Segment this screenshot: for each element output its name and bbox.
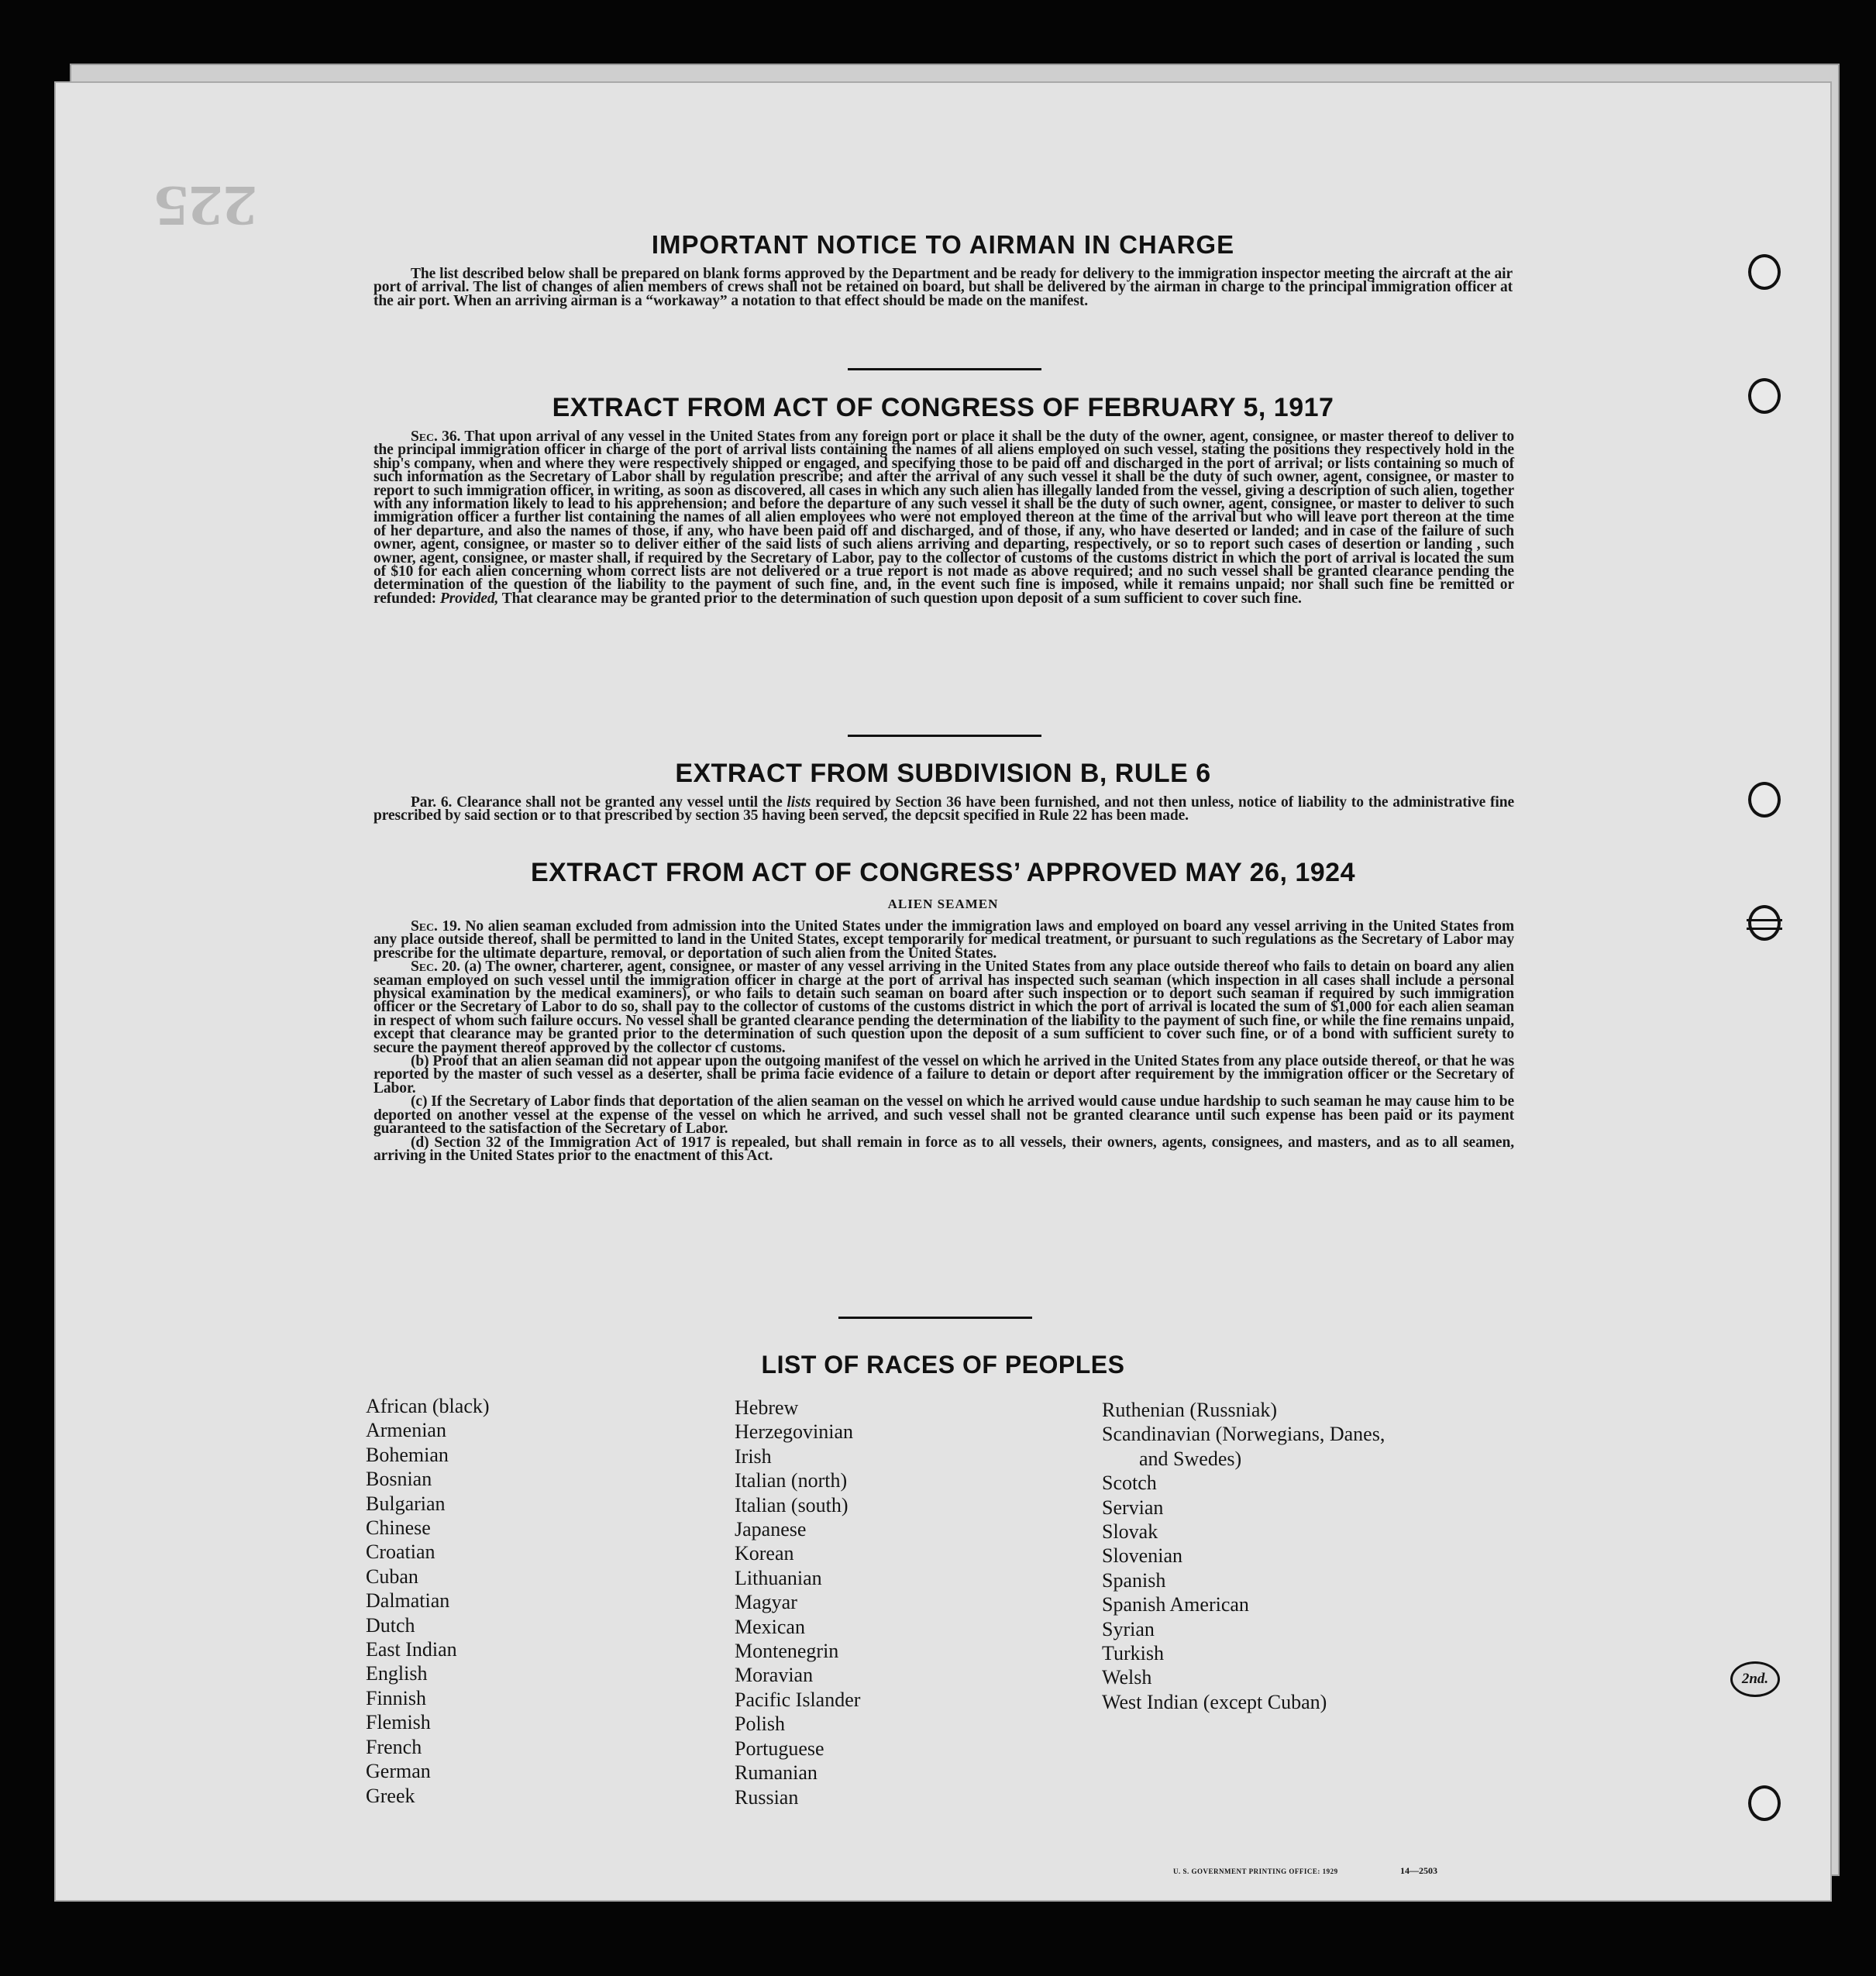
race-item-continuation: and Swedes) (1139, 1447, 1242, 1470)
margin-tag: 2nd. (1730, 1661, 1780, 1697)
race-item: Ruthenian (Russniak) (1102, 1399, 1278, 1421)
binder-hole-4 (1748, 905, 1781, 941)
notice-paragraph (373, 267, 1513, 308)
race-item: Croatian (366, 1541, 435, 1564)
race-item: Herzegovinian (735, 1420, 854, 1444)
form-number: 14—2503 (1400, 1865, 1437, 1876)
race-item: Bulgarian (366, 1492, 446, 1515)
race-item: Finnish (366, 1686, 427, 1709)
act-1917-title: EXTRACT FROM ACT OF CONGRESS OF FEBRUARY 5, 1917 (552, 393, 1334, 422)
race-item: Moravian (735, 1664, 814, 1687)
sec20b-text: (b) Proof that an alien seaman did not appear upon the outgoing manifest of the vessel on which he arrived in the United States from any place outside thereof, or that he was reported by the master of such vessel as a deserter, shall be prima facie evidence of a failure to detain or deport after requirement by the immigration officer or the Secretary of Labor. (373, 1053, 1514, 1096)
race-item: Turkish (1102, 1642, 1164, 1665)
act-1917-paragraph (373, 430, 1514, 605)
race-item: French (366, 1735, 422, 1758)
race-item: Spanish (1102, 1568, 1166, 1592)
races-column-2 (735, 1396, 860, 1809)
race-item: Rumanian (735, 1761, 818, 1785)
divider-2 (848, 735, 1041, 737)
races-column-1 (366, 1394, 490, 1808)
par6-text-before: Clearance shall not be granted any vessel until the (456, 794, 783, 811)
race-item: Scandinavian (Norwegians, Danes, (1102, 1423, 1385, 1446)
binder-hole-1 (1748, 254, 1781, 290)
race-item: Dalmatian (366, 1589, 450, 1613)
race-item: Slovenian (1102, 1544, 1182, 1568)
act-1924-paragraph (373, 920, 1514, 1162)
race-item: East Indian (366, 1638, 457, 1661)
race-item: Cuban (366, 1565, 418, 1588)
sec19-label: Sec. 19. (411, 918, 461, 935)
rule6-paragraph (373, 796, 1514, 823)
race-item: Polish (735, 1713, 786, 1736)
sec20-label: Sec. 20. (411, 959, 460, 976)
act-1924-title: EXTRACT FROM ACT OF CONGRESS’ APPROVED MAY 26, 1924 (531, 858, 1355, 887)
binder-hole-3 (1748, 782, 1781, 818)
race-item: Hebrew (735, 1396, 799, 1419)
par6-italic: lists (787, 794, 811, 811)
race-item: West Indian (except Cuban) (1102, 1690, 1327, 1713)
sec20a-text: (a) The owner, charterer, agent, consignee, or master of any vessel arriving in the United States from any place outside thereof who fails to detain on board any alien seaman employed on such vessel until the immigration officer in charge at the port of arrival has inspected such seaman (which inspection in all cases shall include a personal physical examination by the medical examiners), or who fails to detain such seaman on board after such inspection or to deport such seaman if required by such immigration officer or the Secretary of Labor to do so, shall pay to the collector of customs of the customs district in which the port of arrival is located the sum of $1,000 for each alien seaman in respect of whom such failure occurs. No vessel shall be granted clearance pending the determination of the liability to the payment of such fine, or while the fine remains unpaid, except that clearance may be granted prior to the determination of such question upon the deposit of a sum sufficient to cover such fine, or of a bond with sufficient surety to secure the payment thereof approved by the collector cf customs. (373, 959, 1514, 1056)
sec36-text-before: That upon arrival of any vessel in the United States from any foreign port or place it shall be the duty of the owner, agent, consignee, or master thereof to deliver to the principal immigration officer in charge of the port of arrival lists containing the names of all aliens employed on such vessel, stating the positions they respectively hold in the ship's company, when and where they were respectively shipped or engaged, and specifying those to be paid off and discharged in the port of arrival; or lists containing so much of such information as the Secretary of Labor shall by regulation prescribe; and after the arrival of any such vessel it shall be the duty of such owner, agent, consignee, or master to report to such immigration officer, in writing, as soon as discovered, all cases in which any such alien has illegally landed from the vessel, giving a description of such alien, together with any information likely to lead to his apprehension; and before the departure of any such vessel it shall be the duty of such owner, agent, consignee, or master to deliver to such immigration officer a further list containing the names of all alien employees who were not employed thereon at the time of the arrival but who will leave port thereon at the time of her departure, and also the names of those, if any, who have been paid off and discharged, and of those, if any, who have deserted or landed; and in case of the failure of such owner, agent, consignee, or master so to deliver either of the said lists of such aliens arriving and departing, respectively, or so to report such cases of desertion or landing , such owner, agent, consignee, or master shall, if required by the Secretary of Labor, pay to the collector of customs of the customs district in which the port of arrival is located the sum of $10 for each alien concerning whom correct lists are not delivered or a true report is not made as above required; and no such vessel shall be granted clearance pending the determination of the question of the liability to the payment of such fine, and, in the event such fine is imposed, while it remains unpaid; nor shall such fine be remitted or refunded: (373, 429, 1514, 607)
alien-seamen-subtitle: ALIEN SEAMEN (887, 897, 999, 911)
races-column-3-rest (1102, 1471, 1385, 1714)
divider-3 (838, 1317, 1032, 1319)
race-item: Montenegrin (735, 1640, 839, 1663)
ghost-page-number: 225 (153, 174, 258, 237)
race-item: Servian (1102, 1496, 1164, 1519)
race-item: Lithuanian (735, 1566, 822, 1589)
race-item: German (366, 1760, 431, 1783)
race-item: Korean (735, 1542, 794, 1565)
races-title: LIST OF RACES OF PEOPLES (761, 1351, 1125, 1379)
race-item: Italian (north) (735, 1469, 848, 1492)
sec36-text-after: That clearance may be granted prior to the determination of such question upon deposit of a sum sufficient to cover such fine. (501, 590, 1302, 607)
races-column-3 (1102, 1398, 1385, 1714)
race-item: Irish (735, 1444, 772, 1468)
sec36-label: Sec. 36. (411, 429, 461, 445)
par6-text-after: required by Section 36 have been furnished, and not then unless, notice of liability to the administrative fine prescribed by said section or to that prescribed by section 35 having been served, the depcsit specified in Rule 22 has been made. (373, 794, 1514, 824)
par6-label: Par. 6. (411, 794, 453, 811)
race-item: Slovak (1102, 1520, 1158, 1544)
printer-imprint: U. S. GOVERNMENT PRINTING OFFICE: 1929 (1173, 1868, 1338, 1875)
divider-1 (848, 368, 1041, 370)
race-item: Spanish American (1102, 1593, 1249, 1616)
sec36-italic: Provided, (439, 590, 499, 607)
document-content (56, 83, 1830, 1900)
race-item: Chinese (366, 1516, 431, 1540)
race-item: Magyar (735, 1591, 797, 1614)
notice-title: IMPORTANT NOTICE TO AIRMAN IN CHARGE (651, 230, 1235, 259)
race-item: Armenian (366, 1419, 446, 1442)
race-item: Syrian (1102, 1617, 1155, 1640)
race-item: African (black) (366, 1395, 490, 1417)
document-page (54, 81, 1832, 1902)
race-item: Scotch (1102, 1472, 1157, 1495)
race-item: Flemish (366, 1711, 431, 1734)
race-item: English (366, 1662, 428, 1685)
sec20c-text: (c) If the Secretary of Labor finds that deportation of the alien seaman on the vessel on which he arrived would cause undue hardship to such seaman he may cause him to be deported on another vessel at the expense of the vessel on which he arrived, and such vessel shall not be granted clearance until such expense has been paid or its payment guaranteed to the satisfaction of the Secretary of Labor. (373, 1093, 1514, 1138)
binder-hole-5 (1748, 1785, 1781, 1821)
race-item: Greek (366, 1784, 415, 1807)
race-item: Dutch (366, 1613, 415, 1637)
race-item: Italian (south) (735, 1493, 849, 1516)
sec19-text: No alien seaman excluded from admission into the United States under the immigration laws and employed on board any vessel arriving in the United States from any place outside thereof, shall be permitted to land in the United States, except temporarily for medical treatment, or pursuant to such regulations as the Secretary of Labor may prescribe for the ultimate departure, removal, or deportation of such alien from the United States. (373, 918, 1514, 962)
race-item: Russian (735, 1785, 799, 1809)
race-item: Welsh (1102, 1666, 1152, 1689)
binder-hole-2 (1748, 378, 1781, 414)
notice-text: The list described below shall be prepared on blank forms approved by the Department and be ready for delivery to the immigration inspector meeting the aircraft at the air port of arrival. The list of changes of alien members of crews shall not be retained on board, but shall be delivered by the airman in charge to the principal immigration officer at the air port. When an arriving airman is a “workaway” a notation to that effect should be made on the manifest. (373, 266, 1513, 309)
race-item: Mexican (735, 1615, 805, 1638)
race-item: Pacific Islander (735, 1688, 861, 1711)
race-item: Bosnian (366, 1468, 432, 1491)
race-item: Portuguese (735, 1737, 824, 1760)
rule6-title: EXTRACT FROM SUBDIVISION B, RULE 6 (675, 759, 1211, 788)
race-item: Bohemian (366, 1443, 449, 1466)
race-item: Japanese (735, 1518, 807, 1541)
sec20d-text: (d) Section 32 of the Immigration Act of 1917 is repealed, but shall remain in force as to all vessels, their owners, agents, consignees, and masters, and as to all seamen, arriving in the United States prior to the enactment of this Act. (373, 1134, 1514, 1164)
